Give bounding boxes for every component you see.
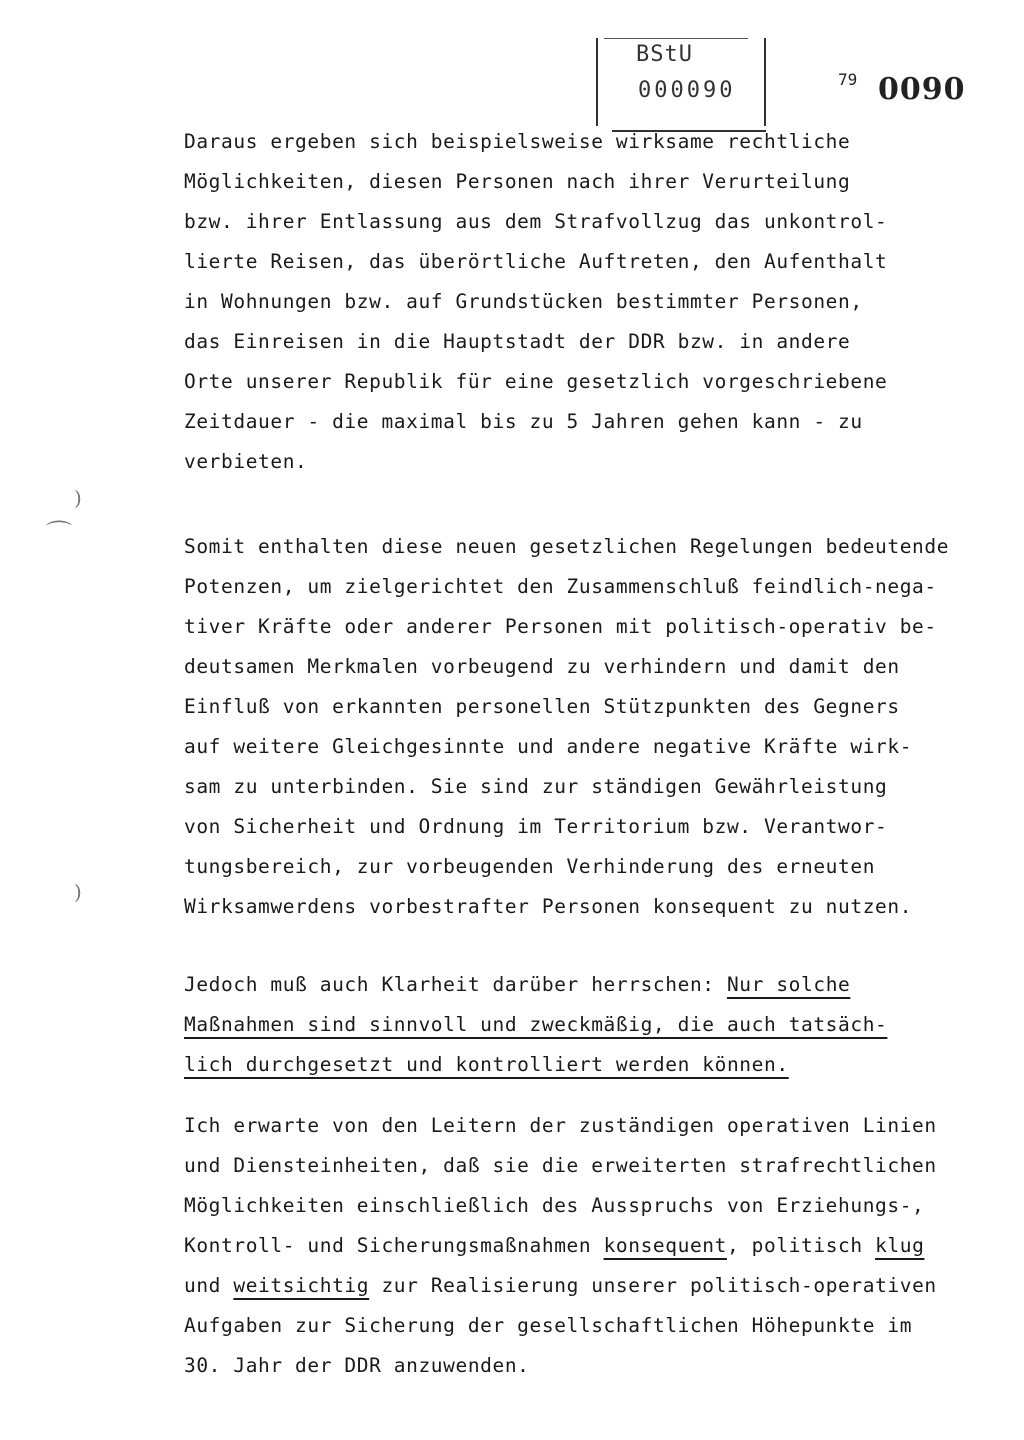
text-segment: und [184, 1274, 234, 1297]
stamp-number: 000090 [638, 78, 736, 103]
text-line: Potenzen, um zielgerichtet den Zusammenschluß feindlich-nega- [184, 575, 937, 598]
text-line: und Diensteinheiten, daß sie die erweiterten strafrechtlichen [184, 1154, 937, 1177]
text-line: tungsbereich, zur vorbeugenden Verhinderung des erneuten [184, 855, 876, 878]
text-line: das Einreisen in die Hauptstadt der DDR bzw. in andere [184, 330, 851, 353]
text-line: Wirksamwerdens vorbestrafter Personen konsequent zu nutzen. [184, 895, 913, 918]
text-line: lierte Reisen, das überörtliche Auftreten, den Aufenthalt [184, 250, 888, 273]
margin-mark-paren: ) [74, 486, 82, 510]
text-line: Aufgaben zur Sicherung der gesellschaftlichen Höhepunkte im [184, 1314, 913, 1337]
text-line: verbieten. [184, 450, 308, 473]
text-line: von Sicherheit und Ordnung im Territorium bzw. Verantwor- [184, 815, 888, 838]
text-line [184, 965, 887, 1005]
stamp-top-line [604, 38, 748, 39]
paragraph-3 [184, 965, 887, 1085]
stamp-org: BStU [636, 42, 693, 67]
text-segment: zur Realisierung unserer politisch-operativen [369, 1274, 937, 1297]
underlined-text: weitsichtig [233, 1274, 370, 1297]
text-line: deutsamen Merkmalen vorbeugend zu verhindern und damit den [184, 655, 900, 678]
underlined-text: Maßnahmen sind sinnvoll und zweckmäßig, die auch tatsäch- [184, 1013, 888, 1036]
text-line: in Wohnungen bzw. auf Grundstücken bestimmter Personen, [184, 290, 863, 313]
archive-stamp [596, 38, 766, 126]
text-line: Möglichkeiten einschließlich des Ausspruchs von Erziehungs-, [184, 1194, 925, 1217]
paragraph-4 [184, 1106, 937, 1386]
underlined-text: klug [875, 1234, 925, 1257]
text-line: auf weitere Gleichgesinnte und andere negative Kräfte wirk- [184, 735, 913, 758]
margin-mark-paren-2: ) [74, 880, 82, 904]
text-line: 30. Jahr der DDR anzuwenden. [184, 1354, 530, 1377]
text-line: Orte unserer Republik für eine gesetzlich vorgeschriebene [184, 370, 888, 393]
text-line: tiver Kräfte oder anderer Personen mit politisch-operativ be- [184, 615, 937, 638]
text-segment: Jedoch muß auch Klarheit darüber herrschen: [184, 973, 727, 996]
text-line: bzw. ihrer Entlassung aus dem Strafvollzug das unkontrol- [184, 210, 888, 233]
text-segment: Kontroll- und Sicherungsmaßnahmen [184, 1234, 604, 1257]
paragraph-2 [184, 527, 949, 927]
text-line: Möglichkeiten, diesen Personen nach ihrer Verurteilung [184, 170, 851, 193]
text-line: Zeitdauer - die maximal bis zu 5 Jahren gehen kann - zu [184, 410, 863, 433]
text-line: sam zu unterbinden. Sie sind zur ständigen Gewährleistung [184, 775, 888, 798]
page-number-large: 0090 [878, 72, 966, 107]
text-line: Ich erwarte von den Leitern der zuständigen operativen Linien [184, 1114, 937, 1137]
text-line [184, 1045, 887, 1085]
paragraph-1 [184, 122, 887, 482]
text-line [184, 1226, 937, 1266]
margin-mark-circle: ⌒ [46, 520, 73, 550]
underlined-text: konsequent [603, 1234, 727, 1257]
page-number-small: 79 [838, 70, 858, 89]
text-line: Daraus ergeben sich beispielsweise wirksame rechtliche [184, 130, 851, 153]
text-line: Somit enthalten diese neuen gesetzlichen Regelungen bedeutende [184, 535, 950, 558]
text-line: Einfluß von erkannten personellen Stützpunkten des Gegners [184, 695, 900, 718]
underlined-text: Nur solche [726, 973, 851, 996]
text-line [184, 1266, 937, 1306]
underlined-text: lich durchgesetzt und kontrolliert werden können. [184, 1053, 789, 1076]
text-line [184, 1005, 887, 1045]
text-segment: , politisch [726, 1234, 876, 1257]
